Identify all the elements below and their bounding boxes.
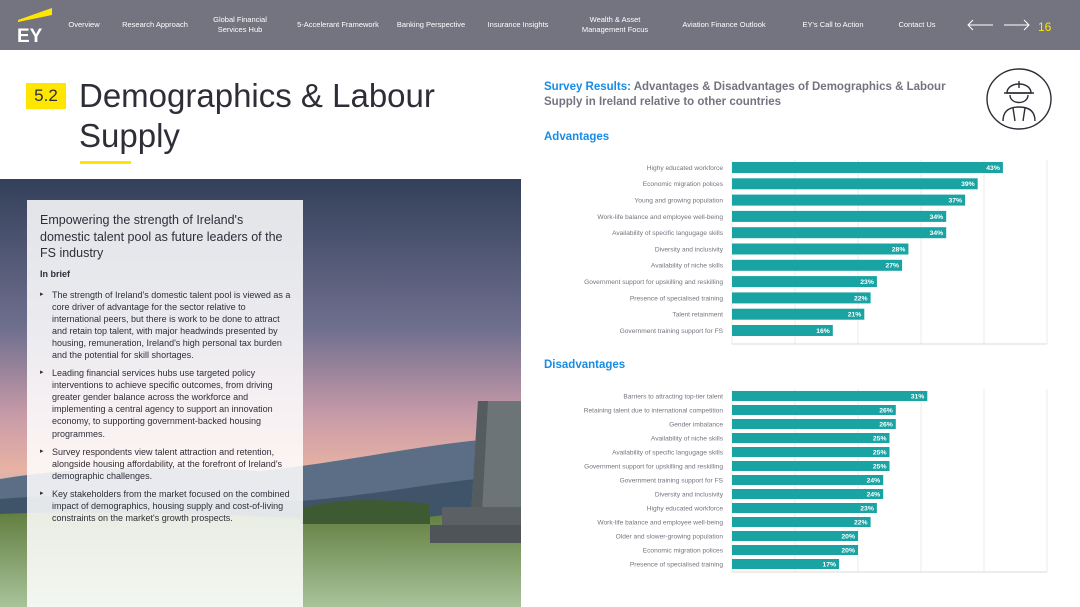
bullet-item: ▸ Leading financial services hubs use targeted policy interventions to achieve specific outcomes, from driving greater gender balance across the workforce and implementing a central agency to support an innovation economy, to supporting government-backed housing programmes. bbox=[40, 367, 291, 440]
chart-title: Disadvantages bbox=[544, 359, 626, 371]
top-nav bbox=[0, 0, 1080, 50]
data-label: 25% bbox=[872, 463, 887, 471]
bar bbox=[732, 276, 877, 287]
bar bbox=[732, 391, 927, 401]
data-label: 17% bbox=[822, 561, 837, 569]
bar bbox=[732, 162, 1003, 173]
data-label: 24% bbox=[866, 477, 881, 485]
bar bbox=[732, 178, 978, 189]
data-label: 28% bbox=[891, 246, 906, 254]
page-number: 16 bbox=[1038, 20, 1052, 34]
bullet-item: ▸ The strength of Ireland's domestic talent pool is viewed as a core driver of advantage for the sector relative to international peers, but there is work to be done to attract and retain top talent, with major headwinds presented by housing, remuneration, Ireland's high personal tax burden and the potential for skill shortages. bbox=[40, 289, 291, 362]
category-label: Availability of niche skills bbox=[650, 435, 723, 443]
data-label: 43% bbox=[986, 164, 1000, 172]
data-label: 22% bbox=[853, 519, 868, 527]
bar bbox=[732, 489, 883, 499]
category-label: Government training support for FS bbox=[619, 477, 723, 485]
data-label: 25% bbox=[872, 449, 887, 457]
bar bbox=[732, 461, 890, 471]
section-number-badge: 5.2 bbox=[26, 83, 66, 109]
category-label: Economic migration polices bbox=[642, 181, 723, 189]
prev-arrow-icon[interactable] bbox=[966, 18, 994, 32]
bar bbox=[732, 475, 883, 485]
bar bbox=[732, 211, 946, 222]
bar bbox=[732, 517, 871, 527]
category-label: Gender imbalance bbox=[669, 421, 723, 429]
category-label: Government support for upskilling and reskilling bbox=[584, 279, 723, 286]
bar bbox=[732, 292, 871, 303]
category-label: Young and growing population bbox=[634, 197, 723, 205]
data-label: 27% bbox=[885, 262, 900, 270]
nav-contact-us[interactable]: Contact Us bbox=[898, 20, 936, 29]
category-label: Economic migration polices bbox=[642, 547, 723, 555]
bar bbox=[732, 309, 864, 320]
data-label: 34% bbox=[929, 230, 944, 238]
nav-aviation-finance-outlook[interactable]: Aviation Finance Outlook bbox=[682, 20, 766, 29]
data-label: 23% bbox=[860, 505, 874, 513]
nav-global-financial-services-hub[interactable]: Global Financial Services Hub bbox=[213, 15, 267, 34]
bar bbox=[732, 405, 896, 415]
survey-title-text: Advantages & Disadvantages of Demographics & Labour Supply in Ireland relative to other countries bbox=[544, 81, 946, 108]
category-label: Presence of specialised training bbox=[629, 561, 723, 569]
chart-title: Advantages bbox=[544, 131, 610, 143]
category-label: Government support for upskilling and reskilling bbox=[584, 463, 723, 471]
next-arrow-icon[interactable] bbox=[1003, 18, 1031, 32]
nav-wealth-asset-management[interactable]: Wealth & Asset Management Focus bbox=[581, 15, 649, 34]
category-label: Work-life balance and employee well-being bbox=[597, 213, 723, 221]
bar bbox=[732, 433, 890, 443]
nav-research-approach[interactable]: Research Approach bbox=[122, 20, 188, 29]
nav-overview[interactable]: Overview bbox=[68, 20, 100, 29]
data-label: 25% bbox=[872, 435, 887, 443]
title-underline bbox=[80, 161, 131, 164]
bar bbox=[732, 531, 858, 541]
category-label: Diversity and inclusivity bbox=[654, 246, 723, 254]
data-label: 16% bbox=[816, 327, 830, 335]
bullet-list bbox=[40, 289, 291, 525]
bar bbox=[732, 260, 902, 271]
nav-5-accelerant-framework[interactable]: 5-Accelerant Framework bbox=[297, 20, 379, 29]
category-label: Talent retainment bbox=[672, 311, 723, 319]
data-label: 39% bbox=[961, 181, 975, 189]
bar bbox=[732, 244, 908, 255]
bullet-item: ▸ Survey respondents view talent attraction and retention, alongside housing affordability, at the forefront of Ireland's demographic challenges. bbox=[40, 446, 291, 482]
bar bbox=[732, 195, 965, 206]
bar bbox=[732, 545, 858, 555]
nav-banking-perspective[interactable]: Banking Perspective bbox=[396, 20, 466, 29]
worker-icon bbox=[985, 67, 1053, 131]
in-brief-card bbox=[27, 200, 303, 607]
category-label: Availability of specific langugage skills bbox=[612, 230, 723, 238]
category-label: Older and slower-growing population bbox=[615, 533, 723, 541]
category-label: Highy educated workforce bbox=[646, 164, 723, 172]
category-label: Highy educated workforce bbox=[646, 505, 723, 513]
category-label: Work-life balance and employee well-being bbox=[597, 519, 723, 527]
data-label: 34% bbox=[929, 213, 944, 221]
survey-title-accent: Survey Results: bbox=[544, 81, 631, 93]
data-label: 24% bbox=[866, 491, 881, 499]
data-label: 20% bbox=[841, 547, 855, 555]
card-title: Empowering the strength of Ireland's domestic talent pool as future leaders of the FS industry bbox=[40, 213, 283, 260]
bar bbox=[732, 419, 896, 429]
card-subheading: In brief bbox=[40, 268, 71, 279]
svg-text:EY: EY bbox=[17, 26, 43, 44]
nav-eys-call-to-action[interactable]: EY's Call to Action bbox=[802, 20, 864, 29]
nav-insurance-insights[interactable]: Insurance Insights bbox=[487, 20, 549, 29]
bar bbox=[732, 447, 890, 457]
data-label: 37% bbox=[948, 197, 963, 205]
data-label: 31% bbox=[910, 393, 925, 401]
category-label: Availability of niche skills bbox=[650, 262, 723, 270]
data-label: 21% bbox=[847, 311, 862, 319]
survey-title bbox=[544, 80, 964, 109]
survey-charts bbox=[521, 125, 1080, 607]
data-label: 23% bbox=[860, 279, 874, 286]
category-label: Diversity and inclusivity bbox=[654, 491, 723, 499]
bar bbox=[732, 503, 877, 513]
category-label: Availability of specific langugage skills bbox=[612, 449, 723, 457]
bar bbox=[732, 227, 946, 238]
data-label: 26% bbox=[879, 421, 893, 429]
category-label: Barriers to attracting top-tier talent bbox=[623, 393, 723, 401]
data-label: 26% bbox=[879, 407, 893, 415]
ey-logo[interactable] bbox=[14, 6, 54, 44]
data-label: 22% bbox=[853, 295, 868, 303]
category-label: Retaining talent due to international competition bbox=[583, 407, 723, 415]
category-label: Government training support for FS bbox=[619, 327, 723, 335]
bullet-item: ▸ Key stakeholders from the market focused on the combined impact of demographics, housing supply and cost-of-living constraints on the market's growth prospects. bbox=[40, 488, 291, 524]
data-label: 20% bbox=[841, 533, 855, 541]
page-title: Demographics & Labour Supply bbox=[79, 77, 435, 154]
category-label: Presence of specialised training bbox=[629, 295, 723, 303]
